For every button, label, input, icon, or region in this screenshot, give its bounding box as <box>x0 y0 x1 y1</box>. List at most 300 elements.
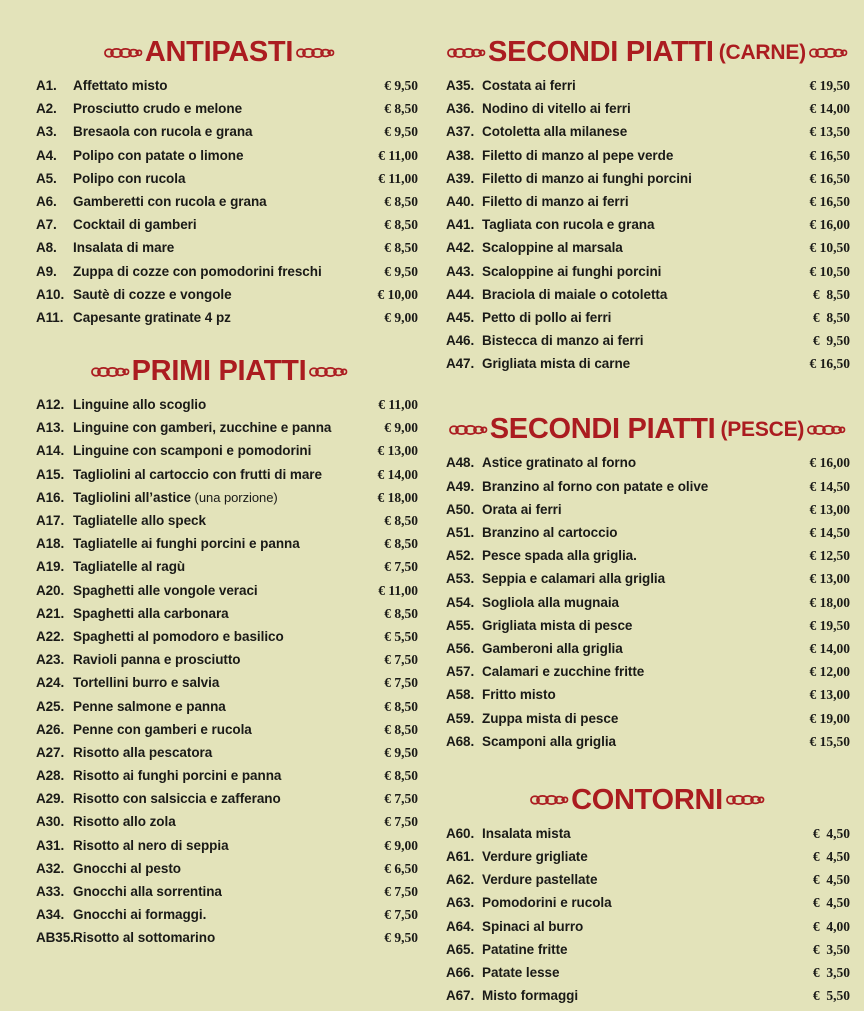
menu-item-name: Penne salmone e panna <box>73 698 226 714</box>
menu-item-number: A53. <box>446 571 475 587</box>
menu-item-row <box>440 101 854 124</box>
menu-item-price: € 4,50 <box>812 895 850 911</box>
menu-item-name: Risotto alla pescatora <box>73 744 213 760</box>
menu-item-number: A42. <box>446 240 475 256</box>
menu-item-price: € 16,50 <box>809 147 850 163</box>
menu-item-row <box>440 171 854 194</box>
menu-item-row <box>20 814 418 837</box>
menu-item-row <box>440 333 854 356</box>
menu-item-number: A16. <box>36 489 65 505</box>
menu-item-row <box>440 240 854 263</box>
menu-item-row <box>440 919 854 942</box>
menu-item-price: € 8,50 <box>384 721 418 737</box>
menu-item-row <box>20 287 418 310</box>
item-list-secondi-carne <box>440 78 854 379</box>
menu-item-number: A66. <box>446 965 475 980</box>
menu-item-row <box>440 217 854 240</box>
item-list-antipasti <box>20 78 418 333</box>
menu-item-number: A27. <box>36 744 65 760</box>
menu-item-number: A59. <box>446 710 475 726</box>
menu-item-number: A28. <box>36 768 65 784</box>
flourish-ornament-icon <box>447 420 489 440</box>
menu-item-name: Spaghetti alla carbonara <box>73 605 229 621</box>
menu-item-name: Polipo con rucola <box>73 170 186 186</box>
menu-item-price: € 9,50 <box>812 333 850 349</box>
section-header-primi-piatti <box>20 357 418 386</box>
menu-item-number: A4. <box>36 147 57 163</box>
menu-item-price: € 7,50 <box>384 884 418 899</box>
menu-item-price: € 7,50 <box>384 791 418 807</box>
menu-item-price: € 13,00 <box>809 687 850 703</box>
menu-item-row <box>440 734 854 757</box>
menu-item-price: € 12,00 <box>809 664 850 680</box>
menu-item-name: Gamberoni alla griglia <box>482 640 623 656</box>
menu-item-number: A49. <box>446 478 475 494</box>
menu-item-name: Risotto con salsiccia e zafferano <box>73 791 281 807</box>
menu-item-number: A23. <box>36 652 65 668</box>
menu-item-name: Linguine con gamberi, zucchine e panna <box>73 420 332 436</box>
menu-item-price: € 18,00 <box>809 594 850 610</box>
menu-item-name: Astice gratinato al forno <box>482 455 637 471</box>
menu-item-name: Insalata mista <box>482 825 571 841</box>
menu-item-row <box>20 467 418 490</box>
flourish-ornament-icon <box>528 790 570 810</box>
menu-item-row <box>20 78 418 101</box>
menu-item-name: Bresaola con rucola e grana <box>73 124 253 140</box>
menu-item-row <box>440 124 854 147</box>
menu-item-row <box>20 559 418 582</box>
menu-item-number: A29. <box>36 791 65 807</box>
section-qualifier-pesce: (PESCE) <box>720 418 805 442</box>
menu-item-name: Fritto misto <box>482 687 556 703</box>
menu-item-row <box>440 849 854 872</box>
menu-item-row <box>20 791 418 814</box>
menu-item-price: € 18,00 <box>377 489 418 505</box>
menu-item-price: € 8,50 <box>812 309 850 325</box>
menu-item-row <box>20 148 418 171</box>
menu-item-price: € 7,50 <box>384 675 418 691</box>
menu-item-name: Nodino di vitello ai ferri <box>482 101 631 117</box>
menu-item-price: € 14,00 <box>809 101 850 117</box>
menu-item-name: Branzino al forno con patate e olive <box>482 478 709 494</box>
menu-item-number: A48. <box>446 455 475 471</box>
menu-item-row <box>440 479 854 502</box>
menu-item-name: Scamponi alla griglia <box>482 733 616 749</box>
menu-item-price: € 11,00 <box>378 170 418 186</box>
menu-item-number: A51. <box>446 525 475 540</box>
menu-item-price: € 16,50 <box>809 356 850 372</box>
menu-item-price: € 3,50 <box>812 965 850 980</box>
menu-item-price: € 11,00 <box>378 147 418 163</box>
menu-item-row <box>20 861 418 884</box>
menu-item-row <box>20 652 418 675</box>
menu-item-number: A10. <box>36 286 65 302</box>
menu-item-name: Penne con gamberi e rucola <box>73 721 252 737</box>
item-list-primi-piatti <box>20 397 418 954</box>
flourish-ornament-icon <box>307 362 349 382</box>
menu-item-row <box>20 397 418 420</box>
menu-item-price: € 8,50 <box>384 605 418 621</box>
menu-item-row <box>20 124 418 147</box>
menu-item-number: A6. <box>36 193 57 209</box>
menu-item-price: € 12,50 <box>809 548 850 564</box>
section-title-primi-piatti: PRIMI PIATTI <box>131 355 307 388</box>
menu-item-name: Tortellini burro e salvia <box>73 675 220 691</box>
menu-item-number: A39. <box>446 170 475 186</box>
menu-item-price: € 11,00 <box>378 582 418 598</box>
flourish-ornament-icon <box>445 43 487 63</box>
menu-item-row <box>20 745 418 768</box>
section-header-antipasti <box>20 38 418 67</box>
menu-item-row <box>440 194 854 217</box>
menu-item-row <box>440 641 854 664</box>
menu-item-number: A46. <box>446 333 475 349</box>
menu-column-right <box>430 0 864 1004</box>
menu-item-name: Cocktail di gamberi <box>73 217 197 233</box>
menu-item-row <box>20 490 418 513</box>
menu-item-name: Calamari e zucchine fritte <box>482 664 645 680</box>
menu-item-name: Tagliatelle al ragù <box>73 559 186 575</box>
menu-item-number: A18. <box>36 536 65 552</box>
menu-item-row <box>20 420 418 443</box>
section-qualifier-carne: (CARNE) <box>718 41 806 64</box>
menu-item-name: Grigliata mista di pesce <box>482 617 633 633</box>
menu-item-name: Sogliola alla mugnaia <box>482 594 619 610</box>
menu-item-name: Ravioli panna e prosciutto <box>73 652 241 668</box>
menu-item-number: A34. <box>36 907 65 923</box>
menu-item-name: Insalata di mare <box>73 240 175 256</box>
menu-item-number: A36. <box>446 101 475 117</box>
menu-item-number: A20. <box>36 582 65 598</box>
menu-item-price: € 5,50 <box>384 628 418 644</box>
menu-item-price: € 8,50 <box>384 513 418 528</box>
menu-item-price: € 13,00 <box>809 571 850 587</box>
menu-item-price: € 9,00 <box>384 420 418 436</box>
menu-item-number: A33. <box>36 884 65 899</box>
menu-item-name: Cotoletta alla milanese <box>482 124 628 140</box>
menu-item-name: Patate lesse <box>482 965 560 980</box>
menu-item-row <box>20 606 418 629</box>
menu-item-row <box>440 571 854 594</box>
menu-item-name: Prosciutto crudo e melone <box>73 101 243 117</box>
menu-item-price: € 13,50 <box>809 124 850 140</box>
section-title-contorni: CONTORNI <box>571 783 723 816</box>
menu-item-price: € 9,00 <box>384 837 418 853</box>
flourish-ornament-icon <box>805 420 847 440</box>
menu-item-name: Gnocchi alla sorrentina <box>73 884 222 899</box>
menu-item-number: A60. <box>446 825 475 841</box>
menu-item-row <box>20 513 418 536</box>
menu-item-price: € 10,50 <box>809 263 850 279</box>
menu-item-number: A61. <box>446 849 475 865</box>
menu-item-row <box>440 310 854 333</box>
menu-item-number: A63. <box>446 895 475 911</box>
menu-item-name: Bistecca di manzo ai ferri <box>482 333 644 349</box>
menu-item-row <box>440 78 854 101</box>
menu-item-number: A31. <box>36 837 65 853</box>
menu-item-row <box>440 965 854 988</box>
menu-item-number: A26. <box>36 721 65 737</box>
menu-item-name: Tagliata con rucola e grana <box>482 217 655 233</box>
menu-item-name: Scaloppine al marsala <box>482 240 623 256</box>
item-list-secondi-pesce <box>440 455 854 756</box>
menu-item-price: € 7,50 <box>384 907 418 923</box>
menu-item-row <box>440 548 854 571</box>
menu-item-name: Sautè di cozze e vongole <box>73 286 232 302</box>
menu-item-number: A52. <box>446 548 475 564</box>
menu-item-name: Branzino al cartoccio <box>482 525 618 540</box>
menu-item-row <box>20 240 418 263</box>
menu-item-name: Filetto di manzo ai ferri <box>482 193 629 209</box>
menu-item-number: A17. <box>36 513 65 528</box>
menu-item-price: € 19,00 <box>809 710 850 726</box>
menu-item-number: A11. <box>36 309 64 325</box>
menu-item-price: € 16,00 <box>809 217 850 233</box>
menu-item-number: A41. <box>446 217 475 233</box>
menu-item-number: A62. <box>446 872 475 888</box>
flourish-ornament-icon <box>89 362 131 382</box>
menu-item-row <box>440 148 854 171</box>
menu-item-price: € 14,00 <box>377 466 418 482</box>
menu-item-name: Misto formaggi <box>482 988 579 1004</box>
menu-item-name: Capesante gratinate 4 pz <box>73 309 231 325</box>
menu-item-row <box>20 310 418 333</box>
flourish-ornament-icon <box>102 43 144 63</box>
menu-item-price: € 9,50 <box>384 930 418 946</box>
menu-item-number: A30. <box>36 814 65 830</box>
menu-item-price: € 19,50 <box>809 78 850 93</box>
menu-item-row <box>440 872 854 895</box>
menu-item-number: A64. <box>446 918 475 934</box>
menu-item-number: A24. <box>36 675 65 691</box>
menu-item-price: € 8,50 <box>384 240 418 256</box>
menu-item-number: A14. <box>36 443 65 459</box>
section-title-antipasti: ANTIPASTI <box>144 36 294 68</box>
menu-item-row <box>440 711 854 734</box>
menu-item-row <box>440 942 854 965</box>
menu-item-number: A45. <box>446 309 475 325</box>
menu-item-row <box>20 838 418 861</box>
menu-item-name: Patatine fritte <box>482 941 568 957</box>
menu-item-price: € 9,50 <box>384 78 418 93</box>
menu-item-name: Tagliolini al cartoccio con frutti di mare <box>73 466 322 482</box>
menu-item-number: A1. <box>36 78 57 93</box>
menu-item-name: Polipo con patate o limone <box>73 147 244 163</box>
menu-item-name: Petto di pollo ai ferri <box>482 309 612 325</box>
menu-item-name: Seppia e calamari alla griglia <box>482 571 666 587</box>
menu-item-price: € 19,50 <box>809 617 850 633</box>
menu-item-row <box>440 664 854 687</box>
menu-item-price: € 3,50 <box>812 941 850 957</box>
menu-item-price: € 9,50 <box>384 124 418 140</box>
menu-item-name: Filetto di manzo ai funghi porcini <box>482 170 692 186</box>
menu-item-price: € 8,50 <box>384 101 418 117</box>
menu-item-price: € 5,50 <box>812 988 850 1004</box>
menu-item-number: A68. <box>446 733 475 749</box>
menu-item-price: € 4,00 <box>812 918 850 934</box>
menu-item-name: Spaghetti alle vongole veraci <box>73 582 258 598</box>
menu-item-number: A8. <box>36 240 57 256</box>
menu-item-row <box>440 826 854 849</box>
menu-item-number: A54. <box>446 594 475 610</box>
menu-item-number: A56. <box>446 640 475 656</box>
menu-item-name: Tagliolini all’astice (una porzione) <box>73 489 278 505</box>
menu-item-price: € 4,50 <box>812 849 850 865</box>
menu-item-price: € 13,00 <box>377 443 418 459</box>
menu-item-number: A9. <box>36 263 57 279</box>
menu-item-row <box>440 356 854 379</box>
menu-item-number: A13. <box>36 420 65 436</box>
menu-item-name: Linguine allo scoglio <box>73 397 207 413</box>
menu-item-name: Risotto al nero di seppia <box>73 837 229 853</box>
menu-item-number: AB35. <box>36 930 74 946</box>
flourish-ornament-icon <box>807 43 849 63</box>
menu-item-price: € 7,50 <box>384 814 418 830</box>
menu-item-name: Risotto ai funghi porcini e panna <box>73 768 282 784</box>
menu-item-row <box>440 595 854 618</box>
menu-item-price: € 15,50 <box>809 733 850 749</box>
menu-item-price: € 8,50 <box>812 286 850 302</box>
menu-item-number: A57. <box>446 664 475 680</box>
menu-item-price: € 7,50 <box>384 559 418 575</box>
menu-item-price: € 11,00 <box>378 397 418 413</box>
menu-item-price: € 14,00 <box>809 640 850 656</box>
flourish-ornament-icon <box>724 790 766 810</box>
menu-item-price: € 16,50 <box>809 193 850 209</box>
menu-item-name: Costata ai ferri <box>482 78 576 93</box>
menu-item-number: A3. <box>36 124 57 140</box>
menu-item-name: Gamberetti con rucola e grana <box>73 193 267 209</box>
menu-item-name: Risotto al sottomarino <box>73 930 216 946</box>
menu-item-number: A67. <box>446 988 475 1004</box>
item-list-contorni <box>440 826 854 1011</box>
menu-item-name: Orata ai ferri <box>482 501 562 517</box>
menu-item-name: Zuppa mista di pesce <box>482 710 619 726</box>
menu-item-number: A12. <box>36 397 65 413</box>
menu-item-row <box>20 264 418 287</box>
menu-item-price: € 8,50 <box>384 768 418 784</box>
menu-item-price: € 10,00 <box>377 286 418 302</box>
menu-item-row <box>440 988 854 1011</box>
menu-item-name: Filetto di manzo al pepe verde <box>482 147 674 163</box>
menu-item-number: A47. <box>446 356 475 372</box>
menu-item-number: A35. <box>446 78 475 93</box>
menu-item-price: € 9,50 <box>384 744 418 760</box>
menu-item-name: Linguine con scamponi e pomodorini <box>73 443 312 459</box>
menu-item-number: A65. <box>446 941 475 957</box>
menu-item-price: € 8,50 <box>384 536 418 552</box>
menu-item-name: Pesce spada alla griglia. <box>482 548 637 564</box>
menu-item-row <box>440 618 854 641</box>
menu-item-price: € 16,00 <box>809 455 850 471</box>
menu-item-name: Spaghetti al pomodoro e basilico <box>73 628 284 644</box>
menu-item-row <box>20 171 418 194</box>
menu-item-note: (una porzione) <box>191 489 278 505</box>
menu-item-name: Spinaci al burro <box>482 918 584 934</box>
menu-item-price: € 14,50 <box>809 478 850 494</box>
menu-item-row <box>20 907 418 930</box>
menu-item-row <box>20 194 418 217</box>
menu-item-name: Risotto allo zola <box>73 814 176 830</box>
menu-item-price: € 14,50 <box>809 525 850 540</box>
menu-item-number: A5. <box>36 170 57 186</box>
menu-item-row <box>20 101 418 124</box>
section-title-secondi-pesce: SECONDI PIATTI <box>489 413 716 446</box>
menu-item-number: A44. <box>446 286 475 302</box>
menu-item-row <box>440 502 854 525</box>
menu-item-number: A43. <box>446 263 475 279</box>
menu-item-number: A22. <box>36 628 65 644</box>
menu-item-name: Scaloppine ai funghi porcini <box>482 263 662 279</box>
menu-item-name: Braciola di maiale o cotoletta <box>482 286 668 302</box>
menu-item-row <box>440 455 854 478</box>
menu-item-price: € 6,50 <box>384 860 418 876</box>
menu-item-row <box>20 629 418 652</box>
menu-item-number: A55. <box>446 617 475 633</box>
menu-item-name: Zuppa di cozze con pomodorini freschi <box>73 263 322 279</box>
menu-item-number: A7. <box>36 217 57 233</box>
menu-item-row <box>20 536 418 559</box>
menu-item-row <box>20 443 418 466</box>
menu-item-number: A15. <box>36 466 65 482</box>
menu-item-price: € 7,50 <box>384 652 418 668</box>
menu-item-name: Verdure pastellate <box>482 872 598 888</box>
menu-item-price: € 4,50 <box>812 872 850 888</box>
menu-item-price: € 9,00 <box>384 309 418 325</box>
menu-item-row <box>20 768 418 791</box>
menu-item-name: Grigliata mista di carne <box>482 356 631 372</box>
menu-item-name: Pomodorini e rucola <box>482 895 612 911</box>
menu-item-name: Tagliatelle allo speck <box>73 513 206 528</box>
menu-item-row <box>20 884 418 907</box>
menu-item-number: A38. <box>446 147 475 163</box>
menu-item-number: A32. <box>36 860 65 876</box>
menu-item-price: € 8,50 <box>384 217 418 233</box>
menu-item-number: A25. <box>36 698 65 714</box>
section-header-secondi-carne <box>440 38 854 67</box>
menu-item-price: € 10,50 <box>809 240 850 256</box>
menu-item-row <box>20 722 418 745</box>
menu-item-name: Gnocchi al pesto <box>73 860 181 876</box>
menu-item-number: A37. <box>446 124 475 140</box>
menu-item-row <box>20 930 418 953</box>
menu-item-number: A2. <box>36 101 57 117</box>
flourish-ornament-icon <box>294 43 336 63</box>
section-header-secondi-pesce <box>440 415 854 444</box>
menu-item-price: € 8,50 <box>384 193 418 209</box>
menu-item-price: € 8,50 <box>384 698 418 714</box>
menu-item-row <box>440 687 854 710</box>
section-title-secondi-carne: SECONDI PIATTI <box>488 36 714 68</box>
menu-item-number: A50. <box>446 501 475 517</box>
menu-item-number: A58. <box>446 687 475 703</box>
menu-item-price: € 13,00 <box>809 501 850 517</box>
menu-item-name: Verdure grigliate <box>482 849 588 865</box>
menu-item-row <box>20 583 418 606</box>
menu-item-price: € 4,50 <box>812 825 850 841</box>
menu-item-row <box>440 895 854 918</box>
menu-item-number: A40. <box>446 193 475 209</box>
menu-item-name: Tagliatelle ai funghi porcini e panna <box>73 536 300 552</box>
menu-item-name: Affettato misto <box>73 78 168 93</box>
section-header-contorni <box>440 783 854 816</box>
menu-item-row <box>440 264 854 287</box>
menu-item-row <box>20 699 418 722</box>
menu-item-row <box>440 525 854 548</box>
menu-item-price: € 16,50 <box>809 170 850 186</box>
menu-item-name: Gnocchi ai formaggi. <box>73 907 207 923</box>
menu-item-row <box>20 675 418 698</box>
